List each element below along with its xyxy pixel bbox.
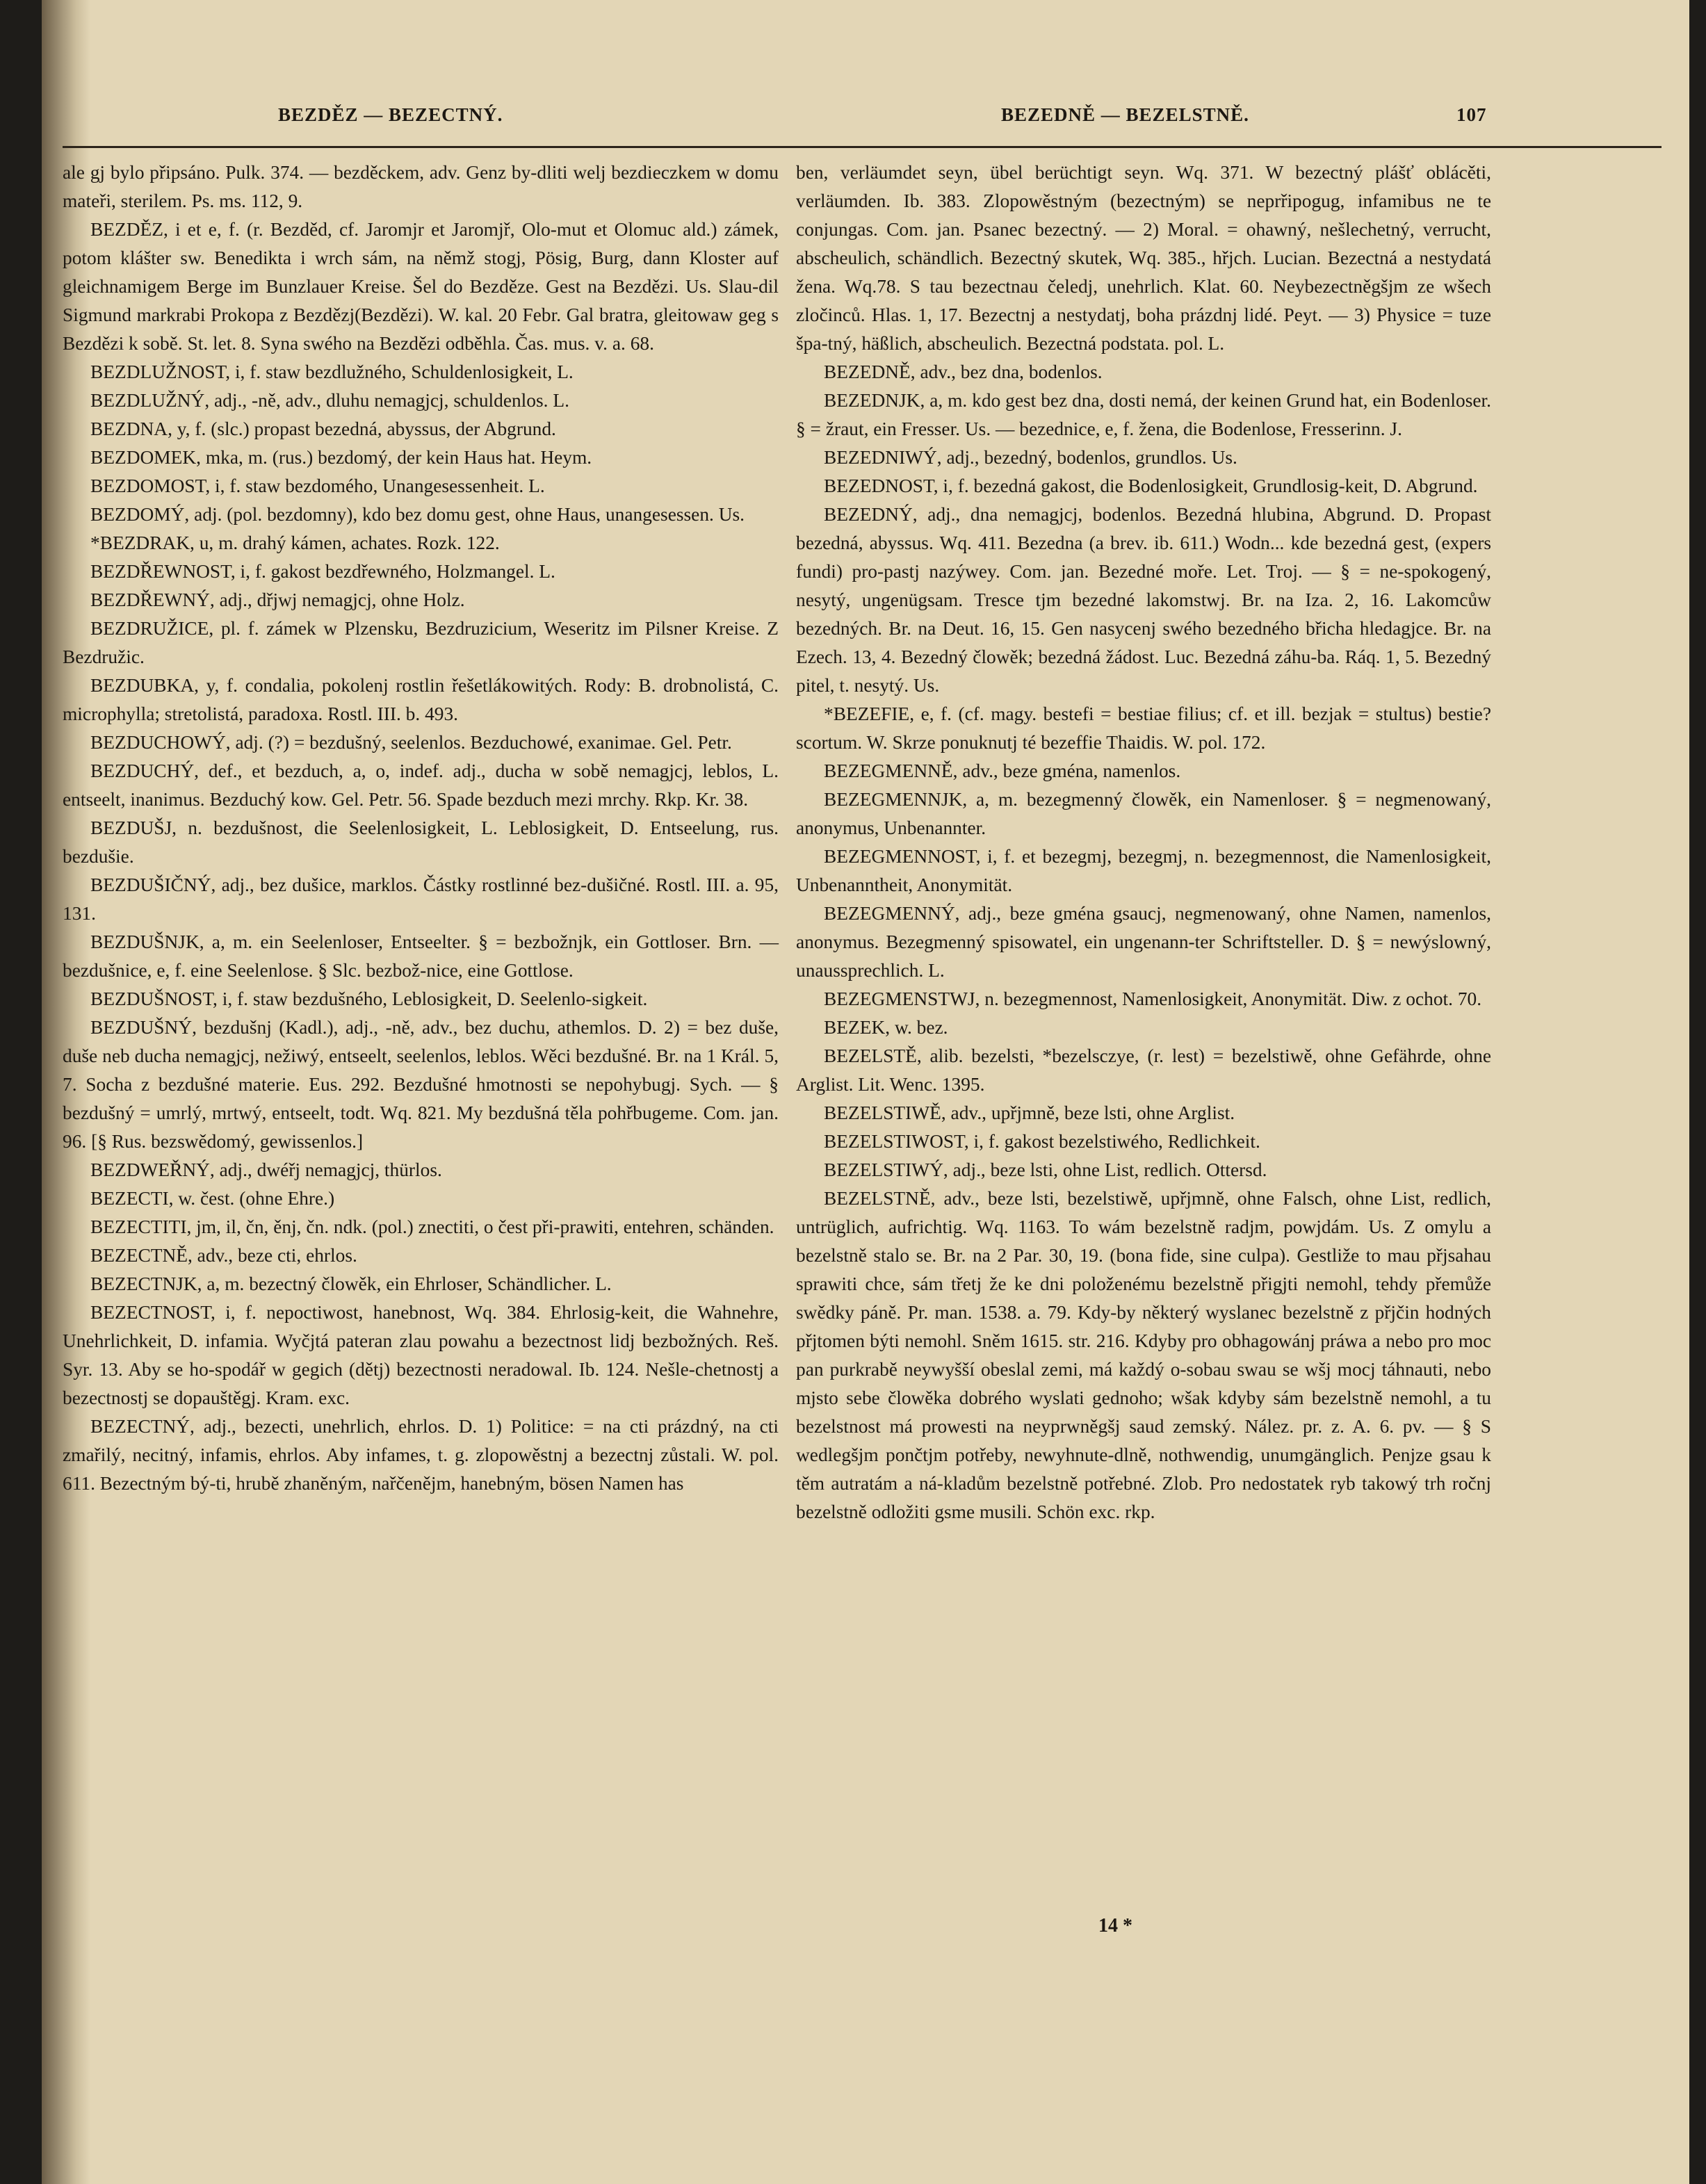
dictionary-entry: BEZDUBKA, y, f. condalia, pokolenj rostlin řešetlákowitých. Rody: B. drobnolistá, C. microphylla; stretolistá, paradoxa. Rostl. III. b. 493. — [63, 675, 779, 724]
dictionary-entry: BEZDLUŽNÝ, adj., -ně, adv., dluhu nemagjcj, schuldenlos. L. — [90, 390, 569, 411]
dictionary-entry: BEZEDNĚ, adv., bez dna, bodenlos. — [824, 361, 1103, 382]
dictionary-entry: BEZEGMENSTWJ, n. bezegmennost, Namenlosigkeit, Anonymität. Diw. z ochot. 70. — [824, 988, 1482, 1009]
dictionary-entry: BEZDUŠNJK, a, m. ein Seelenloser, Entseelter. § = bezbožnjk, ein Gottloser. Brn. — bezdušnice, e, f. eine Seelenlose. § Slc. bezbož-nice, eine Gottlose. — [63, 931, 779, 981]
dictionary-entry: BEZECTITI, jm, il, čn, ěnj, čn. ndk. (pol.) znectiti, o čest při-prawiti, entehren, schänden. — [90, 1216, 774, 1237]
dictionary-entry: BEZELSTIWÝ, adj., beze lsti, ohne List, redlich. Ottersd. — [824, 1159, 1267, 1180]
dictionary-entry: BEZECTNÝ, adj., bezecti, unehrlich, ehrlos. D. 1) Politice: = na cti prázdný, na cti zmařilý, necitný, infamis, ehrlos. Aby infames, t. g. zlopowěstnj a bezectnj zůstali. W. pol. 611. Bezectným bý-ti, hrubě zhaněným, nařčenějm, hanebným, bösen Namen has — [63, 1416, 779, 1494]
dictionary-entry: ale gj bylo připsáno. Pulk. 374. — bezděckem, adv. Genz by-dliti welj bezdieczkem w domu mateři, sterilem. Ps. ms. 112, 9. — [63, 162, 779, 211]
dictionary-entry: BEZELSTNĚ, adv., beze lsti, bezelstiwě, upřjmně, ohne Falsch, ohne List, redlich, untrüglich, aufrichtig. Wq. 1163. To wám bezelstně radjm, powjdám. Us. Z omylu a bezelstně stalo se. Br. na 2 Par. 30, 19. (bona fide, sine culpa). Gestliže to mau přjsahau sprawiti chce, sám třetj že ke dni položenému bezelstně přigjti nemohl, tehdy přemůže swědky páně. Pr. man. 1538. a. 79. Kdy-by některý wyslanec bezelstně z přjčin hodných přjtomen býti nemohl. Sněm 1615. str. 216. Kdyby pro obhagowánj práwa a nebo pro moc pan purkrabě neywyšší obeslal zemi, má každý o-sobau swau se wšj mocj táhnauti, nebo mjsto sebe člowěka dobrého wyslati gednoho; wšak kdyby sám bezelstně nemohl, a tu bezelstnost má prowesti na neyprwněgšj saud zemský. Nález. pr. z. A. 6. pv. — § S wedlegšjm pončtjm potřeby, newyhnute-dlně, nothwendig, unumgänglich. Penjze gsau k těm autratám a ná-kladům bezelstně potřebné. Zlob. Pro nedostatek ryb takowý trh ročnj bezelstně odložiti gsme musili. Schön exc. rkp. — [796, 1188, 1491, 1522]
dictionary-entry: BEZDLUŽNOST, i, f. staw bezdlužného, Schuldenlosigkeit, L. — [90, 361, 574, 382]
header-rule — [63, 146, 1662, 148]
page-number: 107 — [1456, 104, 1487, 125]
dictionary-entry: BEZEDNIWÝ, adj., bezedný, bodenlos, grundlos. Us. — [824, 447, 1237, 468]
dictionary-entry: BEZEK, w. bez. — [824, 1017, 948, 1038]
dictionary-entry: BEZEGMENNĚ, adv., beze gména, namenlos. — [824, 760, 1181, 781]
dictionary-entry: *BEZEFIE, e, f. (cf. magy. bestefi = bestiae filius; cf. et ill. bezjak = stultus) bestie? scortum. W. Skrze ponuknutj té bezeffie Thaidis. W. pol. 172. — [796, 703, 1491, 753]
dictionary-entry: BEZDĚZ, i et e, f. (r. Bezděd, cf. Jaromjr et Jaromjř, Olo-mut et Olomuc ald.) zámek, potom klášter sw. Benedikta i wrch sám, na němž stogj, Pösig, Burg, dann Kloster auf gleichnamigem Berge im Bunzlauer Kreise. Šel do Bezděze. Gest na Bezdězi. Us. Slau-dil Sigmund markrabi Prokopa z Bezdězj(Bezdězi). W. kal. 20 Febr. Gal bratra, gleitowaw geg s Bezdězi k sobě. St. let. 8. Syna swého na Bezdězi odběhla. Čas. mus. v. a. 68. — [63, 219, 779, 354]
dictionary-entry: *BEZDRAK, u, m. drahý kámen, achates. Rozk. 122. — [90, 532, 500, 553]
left-column — [63, 158, 779, 1498]
dictionary-entry: BEZELSTĚ, alib. bezelsti, *bezelsczye, (r. lest) = bezelstiwě, ohne Gefährde, ohne Arglist. Lit. Wenc. 1395. — [796, 1045, 1491, 1095]
dictionary-entry: BEZDŘEWNOST, i, f. gakost bezdřewného, Holzmangel. L. — [90, 561, 555, 582]
dictionary-entry: BEZEDNJK, a, m. kdo gest bez dna, dosti nemá, der keinen Grund hat, ein Bodenloser. § = žraut, ein Fresser. Us. — bezednice, e, f. žena, die Bodenlose, Fresserinn. J. — [796, 390, 1491, 439]
dictionary-entry: BEZDOMÝ, adj. (pol. bezdomny), kdo bez domu gest, ohne Haus, unangesessen. Us. — [90, 504, 745, 525]
right-column — [796, 158, 1491, 1526]
dictionary-entry: BEZDUŠIČNÝ, adj., bez dušice, marklos. Částky rostlinné bez-dušičné. Rostl. III. a. 95, 131. — [63, 874, 779, 924]
dictionary-entry: BEZECTNOST, i, f. nepoctiwost, hanebnost, Wq. 384. Ehrlosig-keit, die Wahnehre, Unehrlichkeit, D. infamia. Wyčjtá pateran zlau powahu a bezectnost lidj bezbožných. Reš. Syr. 13. Aby se ho-spodář w gegich (dětj) bezectnosti neradowal. Ib. 124. Nešle-chetnostj a bezectnostj se dopauštěgj. Kram. exc. — [63, 1302, 779, 1408]
dictionary-entry: BEZECTI, w. čest. (ohne Ehre.) — [90, 1188, 335, 1209]
running-head-right: BEZEDNĚ — BEZELSTNĚ. — [1001, 104, 1249, 125]
dictionary-entry: BEZELSTIWOST, i, f. gakost bezelstiwého, Redlichkeit. — [824, 1131, 1260, 1152]
dictionary-entry: BEZDWEŘNÝ, adj., dwéřj nemagjcj, thürlos. — [90, 1159, 442, 1180]
dictionary-entry: BEZEGMENNOST, i, f. et bezegmj, bezegmj, n. bezegmennost, die Namenlosigkeit, Unbenanntheit, Anonymität. — [796, 846, 1491, 895]
dictionary-entry: BEZDUCHÝ, def., et bezduch, a, o, indef. adj., ducha w sobě nemagjcj, leblos, L. entseelt, inanimus. Bezduchý kow. Gel. Petr. 56. Spade bezduch mezi mrchy. Rkp. Kr. 38. — [63, 760, 779, 810]
dictionary-entry: BEZECTNĚ, adv., beze cti, ehrlos. — [90, 1245, 357, 1266]
running-head-left: BEZDĚZ — BEZECTNÝ. — [278, 104, 503, 125]
dictionary-entry: BEZEDNOST, i, f. bezedná gakost, die Bodenlosigkeit, Grundlosig-keit, D. Abgrund. — [824, 475, 1478, 496]
dictionary-entry: BEZDUŠJ, n. bezdušnost, die Seelenlosigkeit, L. Leblosigkeit, D. Entseelung, rus. bezdušie. — [63, 817, 779, 867]
dictionary-entry: BEZDUCHOWÝ, adj. (?) = bezdušný, seelenlos. Bezduchowé, exanimae. Gel. Petr. — [90, 732, 732, 753]
dictionary-entry: BEZEDNÝ, adj., dna nemagjcj, bodenlos. Bezedná hlubina, Abgrund. D. Propast bezedná, abyssus. Wq. 411. Bezedna (a brev. ib. 611.) Wodn... kde bezedná gest, (expers fundi) pro-pastj nazýwey. Com. jan. Bezedné moře. Let. Troj. — § = ne-spokogený, nesytý, ungenügsam. Tresce tjm bezedné lakomstwj. Br. na Iza. 2, 16. Lakomcůw bezedných. Br. na Deut. 16, 15. Gen nasycenj swého bezedného břicha hledagjce. Br. na Ezech. 13, 4. Bezedný člowěk; bezedná žádost. Luc. Bezedná záhu-ba. Ráq. 1, 5. Bezedný pitel, t. nesytý. Us. — [796, 504, 1491, 696]
dictionary-entry: BEZDŘEWNÝ, adj., dřjwj nemagjcj, ohne Holz. — [90, 589, 465, 610]
dictionary-entry: BEZDOMOST, i, f. staw bezdomého, Unangesessenheit. L. — [90, 475, 545, 496]
dictionary-entry: BEZDUŠNÝ, bezdušnj (Kadl.), adj., -ně, adv., bez duchu, athemlos. D. 2) = bez duše, duše neb ducha nemagjcj, nežiwý, entseelt, seelenlos, leblos. Wěci bezdušné. Br. na 1 Král. 5, 7. Socha z bezdušné materie. Eus. 292. Bezdušné hmotnosti se nepohybugj. Sych. — § bezdušný = umrlý, mrtwý, entseelt, todt. Wq. 821. My bezdušná těla pohřbugeme. Com. jan. 96. [§ Rus. bezswědomý, gewissenlos.] — [63, 1017, 779, 1152]
dictionary-entry: BEZDUŠNOST, i, f. staw bezdušného, Leblosigkeit, D. Seelenlo-sigkeit. — [90, 988, 648, 1009]
dictionary-entry: BEZDOMEK, mka, m. (rus.) bezdomý, der kein Haus hat. Heym. — [90, 447, 592, 468]
dictionary-entry: BEZEGMENNJK, a, m. bezegmenný člowěk, ein Namenloser. § = negmenowaný, anonymus, Unbenannter. — [796, 789, 1491, 838]
dictionary-page — [42, 0, 1689, 2184]
signature-mark: 14 * — [1098, 1915, 1132, 1937]
dictionary-entry: BEZEGMENNÝ, adj., beze gména gsaucj, negmenowaný, ohne Namen, namenlos, anonymus. Bezegmenný spisowatel, ein ungenann-ter Schriftsteller. D. § = newýslowný, unaussprechlich. L. — [796, 903, 1491, 981]
dictionary-entry: ben, verläumdet seyn, übel berüchtigt seyn. Wq. 371. W bezectný plášť oblácěti, verläumden. Ib. 383. Zlopowěstným (bezectným) se neprřipogug, infamibus ne te conjungas. Com. jan. Psanec bezectný. — 2) Moral. = ohawný, nešlechetný, verrucht, abscheulich, schändlich. Bezectný skutek, Wq. 385., hřjch. Lucian. Bezectná a nestydatá žena. Wq.78. S tau bezectnau čeledj, unehrlich. Klat. 60. Neybezectněgšjm ze wšech zločinců. Hlas. 1, 17. Bezectnj a nestydatj, boha prázdnj lidé. Peyt. — 3) Physice = tuze špa-tný, häßlich, abscheulich. Bezectná podstata. pol. L. — [796, 162, 1491, 354]
dictionary-entry: BEZDRUŽICE, pl. f. zámek w Plzensku, Bezdruzicium, Weseritz im Pilsner Kreise. Z Bezdružic. — [63, 618, 779, 667]
dictionary-entry: BEZECTNJK, a, m. bezectný člowěk, ein Ehrloser, Schändlicher. L. — [90, 1273, 612, 1294]
dictionary-entry: BEZDNA, y, f. (slc.) propast bezedná, abyssus, der Abgrund. — [90, 418, 556, 439]
dictionary-entry: BEZELSTIWĚ, adv., upřjmně, beze lsti, ohne Arglist. — [824, 1102, 1235, 1123]
